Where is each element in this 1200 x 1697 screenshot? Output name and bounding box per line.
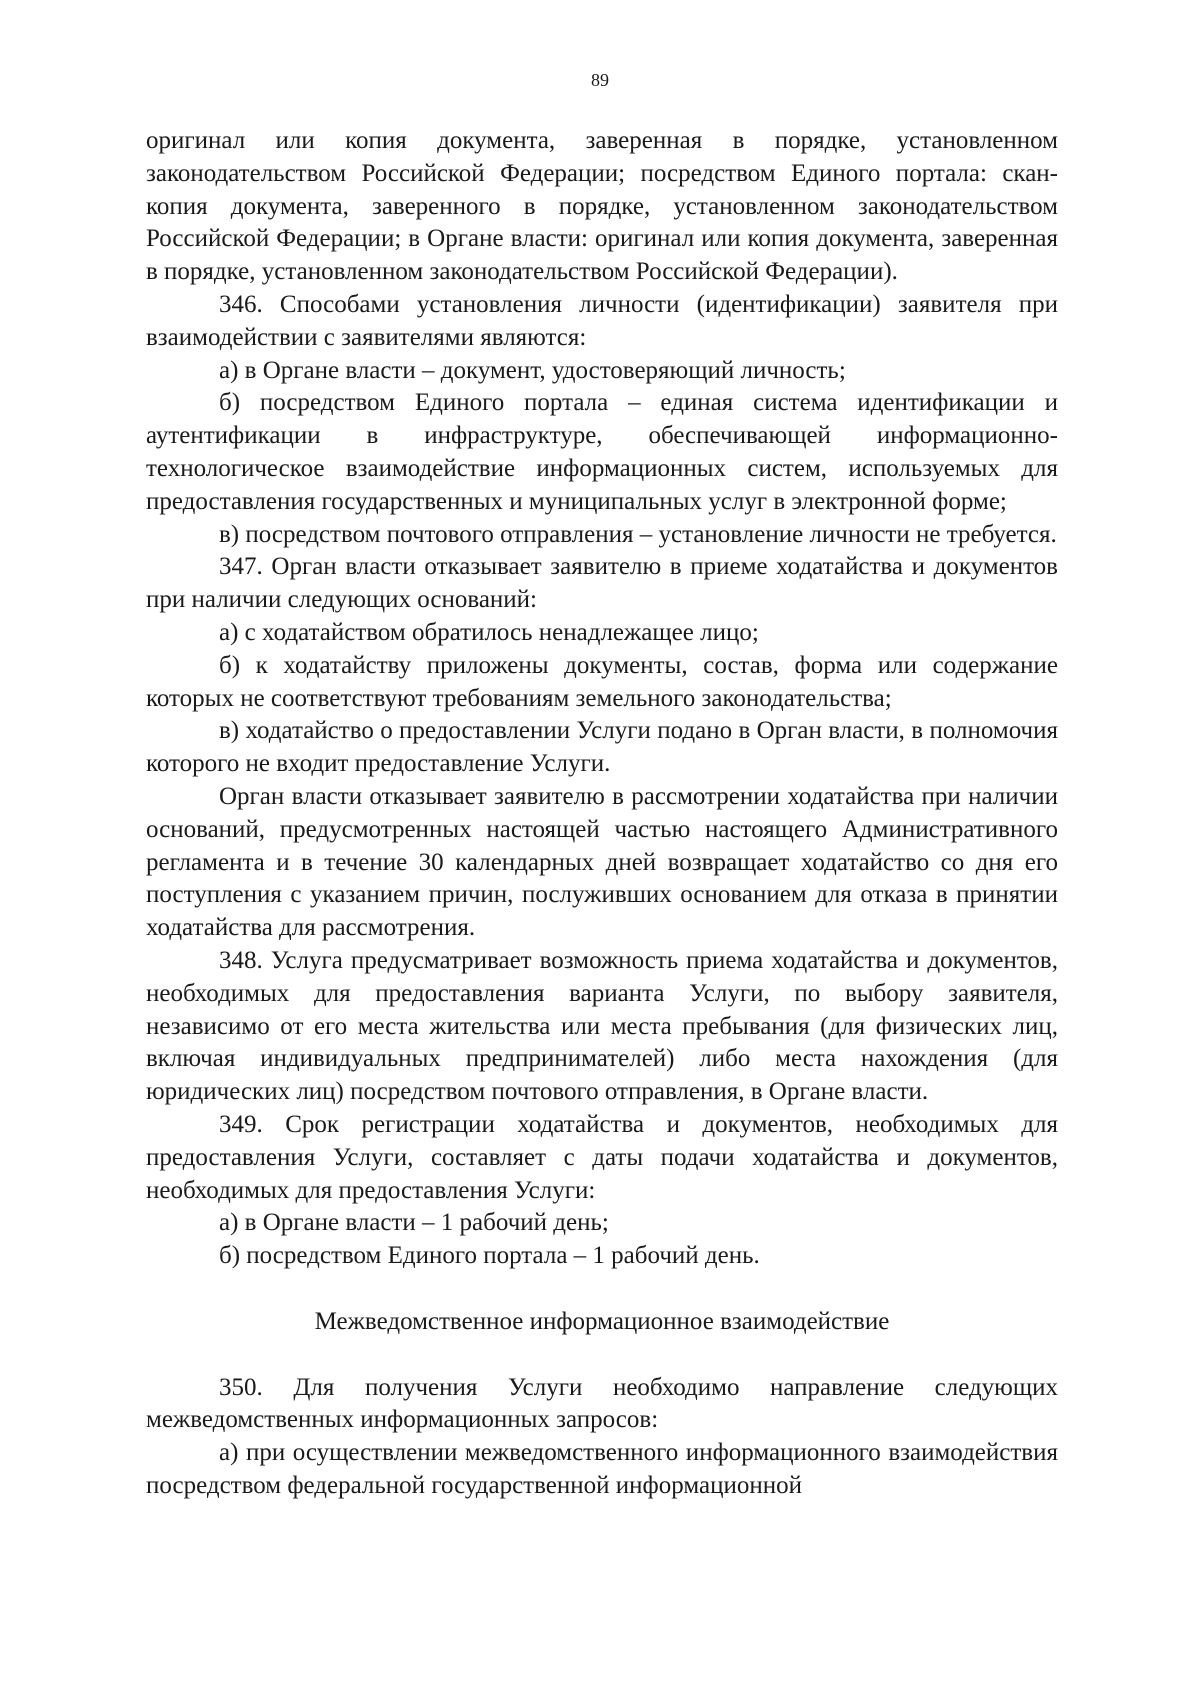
paragraph: б) к ходатайству приложены документы, состав, форма или содержание которых не соответствуют требованиям земельного законодательства; [146, 651, 1058, 712]
paragraph: в) ходатайство о предоставлении Услуги подано в Орган власти, в полномочия которого не входит предоставление Услуги. [146, 717, 1058, 778]
paragraph: оригинал или копия документа, заверенная в порядке, установленном законодательством Российской Федерации; посредством Единого портала: скан-копия документа, заверенного в порядке, установленном законодательством Российской Федерации; в Органе власти: оригинал или копия документа, заверенная в порядке, установленном законодательством Российской Федерации). [146, 127, 1058, 286]
paragraph: Орган власти отказывает заявителю в рассмотрении ходатайства при наличии оснований, предусмотренных настоящей частью настоящего Административного регламента и в течение 30 календарных дней возвращает ходатайство со дня его поступления с указанием причин, послуживших основанием для отказа в принятии ходатайства для рассмотрения. [146, 782, 1058, 942]
paragraph: а) в Органе власти – документ, удостоверяющий личность; [219, 356, 846, 384]
paragraph: б) посредством Единого портала – единая система идентификации и аутентификации в инфраструктуре, обеспечивающей информационно-технологическое взаимодействие информационных систем, используемых для предоставления государственных и муниципальных услуг в электронной форме; [146, 389, 1058, 515]
paragraph: 347. Орган власти отказывает заявителю в приеме ходатайства и документов при наличии следующих оснований: [146, 553, 1058, 614]
bottom-paragraphs [146, 1372, 1058, 1503]
paragraph: а) в Органе власти – 1 рабочий день; [219, 1209, 609, 1237]
section-heading: Межведомственное информационное взаимодействие [314, 1307, 890, 1335]
paragraph: 349. Срок регистрации ходатайства и документов, необходимых для предоставления Услуги, составляет с даты подачи ходатайства и документов, необходимых для предоставления Услуги: [146, 1110, 1058, 1204]
paragraph: а) с ходатайством обратилось ненадлежащее лицо; [219, 618, 759, 646]
paragraph: б) посредством Единого портала – 1 рабочий день. [219, 1242, 760, 1270]
paragraph: а) при осуществлении межведомственного информационного взаимодействия посредством федеральной государственной информационной [146, 1439, 1058, 1500]
paragraph: в) посредством почтового отправления – установление личности не требуется. [219, 520, 1057, 548]
paragraph: 348. Услуга предусматривает возможность приема ходатайства и документов, необходимых для предоставления варианта Услуги, по выбору заявителя, независимо от его места жительства или места пребывания (для физических лиц, включая индивидуальных предпринимателей) либо места нахождения (для юридических лиц) посредством почтового отправления, в Органе власти. [146, 946, 1058, 1106]
top-paragraphs [146, 125, 1058, 1273]
page-number: 89 [591, 70, 609, 90]
paragraph: 350. Для получения Услуги необходимо направление следующих межведомственных информационных запросов: [146, 1373, 1058, 1434]
paragraph: 346. Способами установления личности (идентификации) заявителя при взаимодействии с заявителями являются: [146, 290, 1058, 351]
document-body [146, 125, 1058, 1503]
